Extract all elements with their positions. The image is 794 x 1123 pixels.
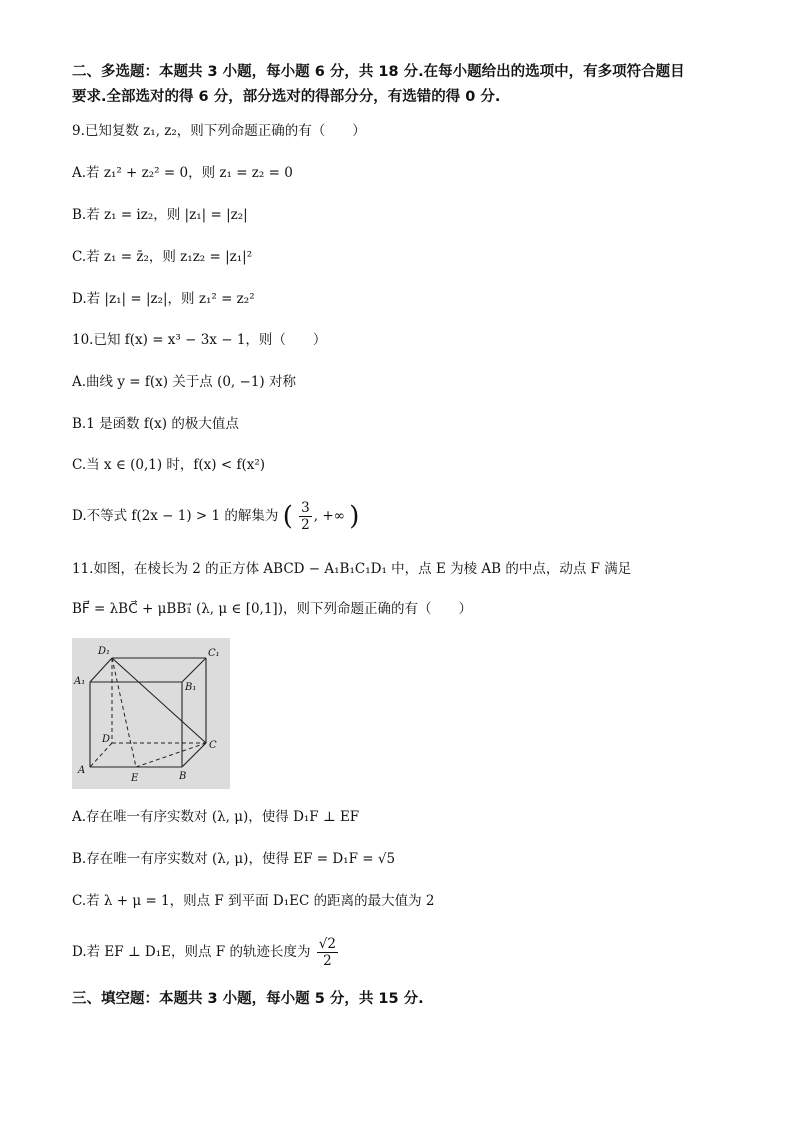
fraction-denominator: 2 bbox=[323, 953, 332, 969]
q11-option-b: B.存在唯一有序实数对 (λ, μ)，使得 EF = D₁F = √5 bbox=[72, 851, 396, 867]
fraction bbox=[317, 936, 338, 969]
q9-option-d: D.若 |z₁| = |z₂|，则 z₁² = z₂² bbox=[72, 291, 255, 307]
q10-option-c: C.当 x ∈ (0,1) 时，f(x) < f(x²) bbox=[72, 457, 266, 473]
left-paren-glyph: ( bbox=[282, 501, 293, 532]
q10-option-b: B.1 是函数 f(x) 的极大值点 bbox=[72, 416, 239, 432]
fraction-numerator: √2 bbox=[318, 936, 336, 952]
label-e: E bbox=[131, 773, 139, 784]
q9-option-b: B.若 z₁ = iz₂，则 |z₁| = |z₂| bbox=[72, 207, 248, 223]
q10-option-d-text: D.不等式 f(2x − 1) > 1 的解集为 bbox=[72, 508, 279, 524]
q11-option-d-text: D.若 EF ⊥ D₁E，则点 F 的轨迹长度为 bbox=[72, 944, 311, 960]
label-c1: C₁ bbox=[208, 648, 220, 659]
section2-heading-line2: 要求.全部选对的得 6 分，部分选对的得部分分，有选错的得 0 分. bbox=[72, 89, 501, 105]
cube-diagram bbox=[72, 638, 230, 789]
label-d: D bbox=[102, 734, 111, 745]
label-a1: A₁ bbox=[74, 676, 86, 687]
q10-option-a: A.曲线 y = f(x) 关于点 (0, −1) 对称 bbox=[72, 374, 296, 390]
q9-stem: 9.已知复数 z₁, z₂，则下列命题正确的有（ ） bbox=[72, 123, 366, 139]
label-b1: B₁ bbox=[185, 682, 197, 693]
label-c: C bbox=[209, 740, 217, 751]
section3-heading: 三、填空题：本题共 3 小题，每小题 5 分，共 15 分. bbox=[72, 991, 424, 1007]
q9-option-a: A.若 z₁² + z₂² = 0，则 z₁ = z₂ = 0 bbox=[72, 165, 293, 181]
q11-option-a: A.存在唯一有序实数对 (λ, μ)，使得 D₁F ⊥ EF bbox=[72, 809, 360, 825]
right-paren-glyph: ) bbox=[349, 501, 360, 532]
label-b: B bbox=[179, 771, 187, 782]
fraction-numerator: 3 bbox=[301, 500, 310, 516]
q11-stem-line2: BF⃗ = λBC⃗ + μBB₁⃗ (λ, μ ∈ [0,1])，则下列命题正确的有（ ） bbox=[72, 601, 472, 617]
section2-heading-line1: 二、多选题：本题共 3 小题，每小题 6 分，共 18 分.在每小题给出的选项中，有多项符合题目 bbox=[72, 64, 685, 80]
q10-option-d bbox=[72, 500, 359, 533]
q10-stem: 10.已知 f(x) = x³ − 3x − 1，则（ ） bbox=[72, 332, 327, 348]
label-a: A bbox=[78, 765, 86, 776]
q9-option-c: C.若 z₁ = z̄₂，则 z₁z₂ = |z₁|² bbox=[72, 249, 253, 265]
q11-option-c: C.若 λ + μ = 1，则点 F 到平面 D₁EC 的距离的最大值为 2 bbox=[72, 893, 435, 909]
fraction bbox=[299, 500, 312, 533]
q11-stem-line1: 11.如图，在棱长为 2 的正方体 ABCD − A₁B₁C₁D₁ 中，点 E 为棱 AB 的中点，动点 F 满足 bbox=[72, 561, 632, 577]
cube-figure bbox=[72, 638, 230, 789]
label-d1: D₁ bbox=[98, 646, 111, 657]
interval-upper: , +∞ bbox=[313, 508, 345, 524]
fraction-denominator: 2 bbox=[301, 517, 310, 533]
q11-option-d bbox=[72, 936, 340, 969]
